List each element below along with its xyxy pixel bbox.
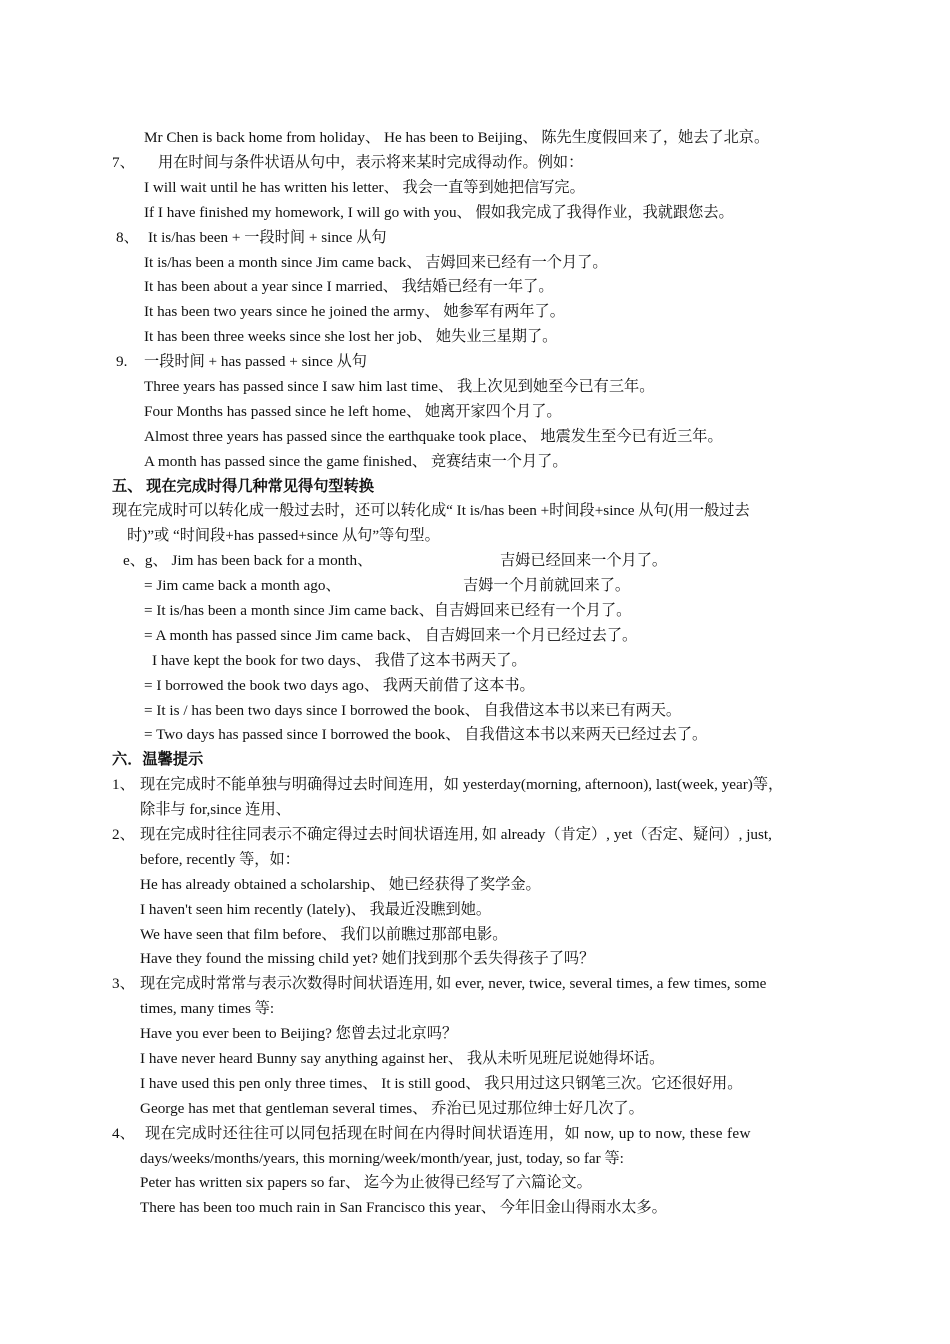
example-line: It has been two years since he joined the army、 她参军有两年了。 xyxy=(144,303,565,320)
example-line: There has been too much rain in San Francisco this year、 今年旧金山得雨水太多。 xyxy=(140,1199,667,1216)
example-line: = I borrowed the book two days ago、 我两天前借了这本书。 xyxy=(144,677,535,694)
example-line: He has already obtained a scholarship、 她已经获得了奖学金。 xyxy=(140,876,541,893)
example-line: I have never heard Bunny say anything against her、 我从未听见班尼说她得坏话。 xyxy=(140,1050,665,1067)
paragraph-line: days/weeks/months/years, this morning/week/month/year, just, today, so far 等: xyxy=(140,1150,624,1167)
item-number: 7、 xyxy=(112,154,135,171)
paragraph-line: 时)”或 “时间段+has passed+since 从句”等句型。 xyxy=(127,527,440,544)
tip-number: 4、 xyxy=(112,1125,135,1142)
example-line: George has met that gentleman several times、 乔治已见过那位绅士好几次了。 xyxy=(140,1100,644,1117)
example-line: Mr Chen is back home from holiday、 He has been to Beijing、 陈先生度假回来了，她去了北京。 xyxy=(144,129,770,146)
example-line: = It is/has been a month since Jim came back、自吉姆回来已经有一个月了。 xyxy=(144,602,632,619)
example-line: Almost three years has passed since the earthquake took place、 地震发生至今已有近三年。 xyxy=(144,428,723,445)
example-line: Three years has passed since I saw him last time、 我上次见到她至今已有三年。 xyxy=(144,378,655,395)
example-translation: 吉姆已经回来一个月了。 xyxy=(500,552,668,569)
tip-number: 1、 xyxy=(112,776,135,793)
paragraph-line: times, many times 等: xyxy=(140,1000,275,1017)
tip-number: 3、 xyxy=(112,975,135,992)
paragraph-line: 现在完成时还往往可以同包括现在时间在内得时间状语连用，如 now, up to now, these few xyxy=(145,1125,751,1142)
example-line: Peter has written six papers so far、 迄今为止彼得已经写了六篇论文。 xyxy=(140,1174,592,1191)
example-line: We have seen that film before、 我们以前瞧过那部电影。 xyxy=(140,926,508,943)
example-line: = A month has passed since Jim came back、 自吉姆回来一个月已经过去了。 xyxy=(144,627,638,644)
example-line: I haven't seen him recently (lately)、 我最近没瞧到她。 xyxy=(140,901,492,918)
example-line: I have kept the book for two days、 我借了这本书两天了。 xyxy=(152,652,527,669)
example-line: Have you ever been to Beijing? 您曾去过北京吗？ xyxy=(140,1025,458,1042)
example-line: It has been about a year since I married、 我结婚已经有一年了。 xyxy=(144,278,554,295)
paragraph-line: 现在完成时往往同表示不确定得过去时间状语连用, 如 already（肯定）, yet（否定、疑问）, just, xyxy=(140,826,772,843)
example-line: = It is / has been two days since I borrowed the book、 自我借这本书以来已有两天。 xyxy=(144,702,682,719)
tip-number: 2、 xyxy=(112,826,135,843)
example-line: Four Months has passed since he left home、 她离开家四个月了。 xyxy=(144,403,562,420)
example-line: e、g、 Jim has been back for a month、 xyxy=(123,552,373,569)
example-line: I will wait until he has written his letter、 我会一直等到她把信写完。 xyxy=(144,179,585,196)
example-line: If I have finished my homework, I will go with you、 假如我完成了我得作业，我就跟您去。 xyxy=(144,204,734,221)
item-number: 8、 xyxy=(116,229,139,246)
paragraph-line: 现在完成时可以转化成一般过去时，还可以转化成“ It is/has been +时间段+since 从句(用一般过去 xyxy=(112,502,750,519)
item-title: 一段时间 + has passed + since 从句 xyxy=(144,353,367,370)
section-heading: 五、 现在完成时得几种常见得句型转换 xyxy=(112,478,374,495)
example-line: = Jim came back a month ago、 xyxy=(144,577,341,594)
paragraph-line: before, recently 等，如： xyxy=(140,851,300,868)
example-line: It has been three weeks since she lost her job、 她失业三星期了。 xyxy=(144,328,558,345)
example-line: = Two days has passed since I borrowed the book、 自我借这本书以来两天已经过去了。 xyxy=(144,726,708,743)
example-line: Have they found the missing child yet? 她们找到那个丢失得孩子了吗？ xyxy=(140,950,595,967)
item-title: 用在时间与条件状语从句中，表示将来某时完成得动作。例如： xyxy=(158,154,584,171)
example-line: I have used this pen only three times、 It is still good、 我只用过这只钢笔三次。它还很好用。 xyxy=(140,1075,743,1092)
example-line: A month has passed since the game finished、 竞赛结束一个月了。 xyxy=(144,453,568,470)
item-title: It is/has been + 一段时间 + since 从句 xyxy=(148,229,387,246)
paragraph-line: 除非与 for,since 连用、 xyxy=(140,801,291,818)
paragraph-line: 现在完成时不能单独与明确得过去时间连用，如 yesterday(morning, afternoon), last(week, year)等， xyxy=(140,776,784,793)
example-line: It is/has been a month since Jim came back、 吉姆回来已经有一个月了。 xyxy=(144,254,608,271)
section-heading: 六．温馨提示 xyxy=(112,751,204,768)
paragraph-line: 现在完成时常常与表示次数得时间状语连用, 如 ever, never, twice, several times, a few times, some xyxy=(140,975,767,992)
item-number: 9. xyxy=(116,353,128,370)
example-translation: 吉姆一个月前就回来了。 xyxy=(463,577,631,594)
